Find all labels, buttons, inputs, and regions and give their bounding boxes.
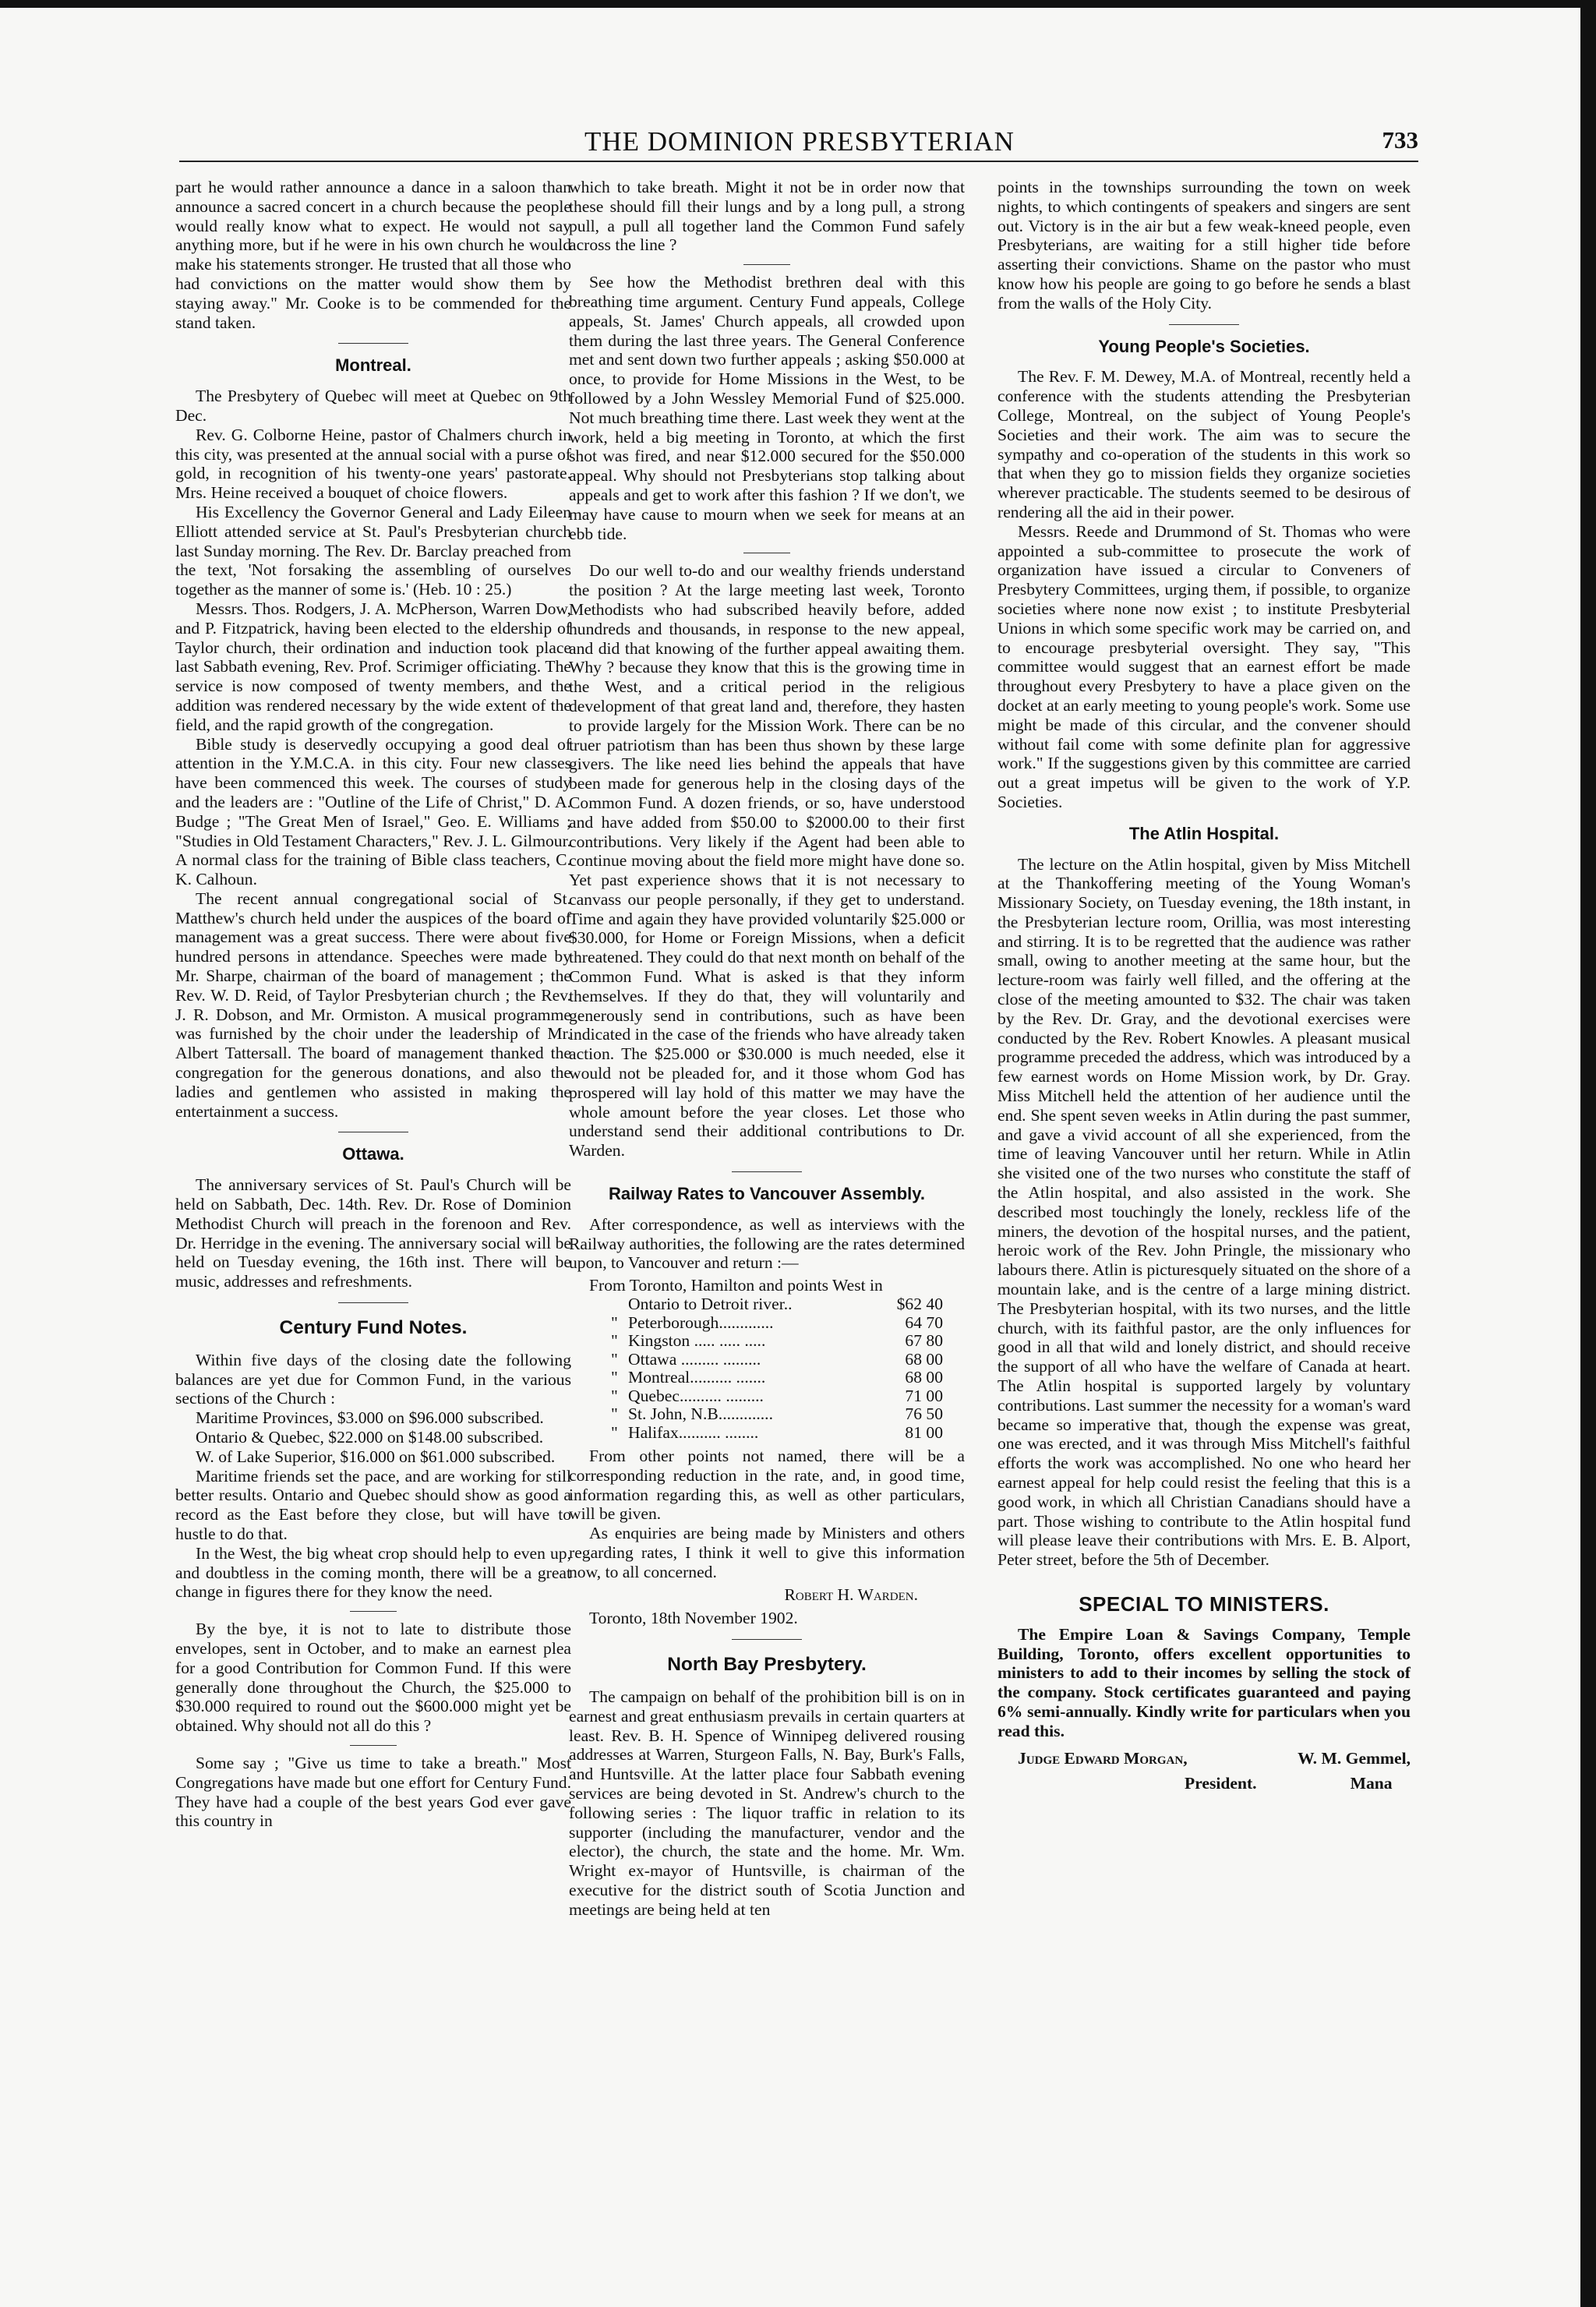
rate-row bbox=[569, 1332, 965, 1351]
rate-fare: 68 00 bbox=[905, 1368, 943, 1387]
scan-border-right bbox=[1580, 0, 1596, 2307]
section-heading-montreal: Montreal. bbox=[335, 355, 411, 376]
rate-fare: 64 70 bbox=[905, 1312, 943, 1332]
rate-destination: Quebec.......... ......... bbox=[628, 1386, 764, 1405]
rate-row bbox=[569, 1314, 965, 1333]
section-rule bbox=[350, 1611, 397, 1612]
paragraph: Maritime Provinces, $3.000 on $96.000 subscribed. bbox=[196, 1408, 544, 1428]
section-heading-young-peoples-societies: Young People's Societies. bbox=[1098, 336, 1310, 356]
page-header bbox=[179, 125, 1418, 162]
signature-morgan: Judge Edward Morgan, bbox=[1018, 1748, 1188, 1768]
ditto-mark: " bbox=[611, 1331, 618, 1351]
paragraph: In the West, the big wheat crop should help to even up, and doubtless in the coming month, there will be a great change in figures there for they know the need. bbox=[175, 1543, 571, 1602]
paragraph: points in the townships surrounding the town on week nights, to which contingents of speakers and singers are sent out. Victory is in the air but a few weak-kneed people, even Presbyterians, are waiting for a still higher tide before asserting their convictions. Shame on the pastor who must know how his people are going to go before he sends a blast from the walls of the Holy City. bbox=[998, 178, 1411, 313]
page-number: 733 bbox=[1382, 126, 1418, 154]
paragraph: Do our well to-do and our wealthy friends understand the position ? At the large meeting last week, Toronto Methodists who had subscribed heavily before, added hundreds and thousands, in response to the new appeal, and did that knowing of the further appeal awaiting them. Why ? because they know that this is the growing time in the West, and a critical period in the religious development of that great land and, therefore, they hasten to provide largely for the Mission Work. There can be no truer patriotism than has been thus shown by these large givers. The like need lies behind the appeals that have been made for generous help in the closing days of the Common Fund. A dozen friends, or so, have understood and have added from $50.00 to $2000.00 to their first contributions. Very likely if the Agent had been able to continue moving about the field more might have done so. Yet past experience shows that it is not necessary to canvass our people personally, if they get to understand. Time and again they have provided voluntarily $25.000 or $30.000, for Home or Foreign Missions, when a deficit threatened. They could do that next month on behalf of the Common Fund. What is asked is that they inform themselves. If they do that, they will voluntarily and generously send in contributions, such as have been indicated in the case of the friends who have already taken action. The $25.000 or $30.000 is much needed, else it would not be pleaded for, and it those whom God has prospered will lay hold of this matter we may have the whole amount before the year closes. Let those who understand send their additional contributions to Dr. Warden. bbox=[569, 561, 965, 1161]
paragraph: Messrs. Reede and Drummond of St. Thomas who were appointed a sub-committee to prosecute the work of organization have issued a circular to Conveners of Presbytery Committees, urging them, if possible, to organize societies where none now exist ; to institute Presbyterial Unions in which some specific work may be carried on, and to encourage presbyterial oversight. They say, "This committee would suggest that an earnest effort be made throughout every Presbytery to have a place given on the docket at an early meeting to young people's work. Some use might be made of this circular, and the convener should without fail come with some definite plan for aggressive work." If the suggestions given by this committee are carried out a great impetus will be given to the work of Y.P. Societies. bbox=[998, 521, 1411, 811]
paragraph: W. of Lake Superior, $16.000 on $61.000 subscribed. bbox=[196, 1447, 556, 1466]
ditto-mark: " bbox=[611, 1312, 618, 1332]
rate-fare: $62 40 bbox=[896, 1295, 943, 1314]
section-rule bbox=[732, 1639, 802, 1640]
rate-row bbox=[569, 1405, 965, 1424]
section-rule bbox=[743, 264, 790, 265]
paragraph: Maritime friends set the pace, and are working for still better results. Ontario and Quebec should show as good a record as the East before they close, but will have to hustle to do that. bbox=[175, 1466, 571, 1543]
paragraph: The lecture on the Atlin hospital, given by Miss Mitchell at the Thankoffering meeting of the Young Woman's Missionary Society, on Tuesday evening, the 18th instant, in the Presbyterian lecture room, Orillia, was most interesting and stirring. It is to be regretted that the audience was rather small, owing to another meeting at the same hour, but the lecture-room was fairly well filled, and the offering at the close of the meeting amounted to $32. The chair was taken by the Rev. Dr. Gray, and the devotional exercises were conducted by the Rev. Robert Knowles. A pleasant musical programme preceded the address, which was introduced by a few earnest words on Home Mission work, by Dr. Gray. Miss Mitchell held the attention of her audience until the end. She spent seven weeks in Atlin during the past summer, and gave a vivid account of all she experienced, from the time of leaving Vancouver until her return. While in Atlin she visited one of the two nurses who constitute the staff of the Atlin hospital, and also assisted in the work. She described most touchingly the lonely, reckless life of the miners, the devotion of the hospital nurses, and the patient, heroic work of the Rev. John Pringle, the missionary who labours there. Atlin is picturesquely situated on the shore of a mountain lake, and is the centre of a large mining district. The Presbyterian hospital, with its two nurses, and the little church, with its faithful pastor, are the only influences for good in all that wild and lonely district, and should receive the support of all who have the welfare of Canada at heart. The Atlin hospital is supported largely by voluntary contributions. Last summer the necessity for a woman's ward became so imperative that, though the expense was great, one was erected, and it was through Miss Mitchell's faithful efforts the work was accomplished. No one who heard her earnest appeal for help could resist the feeling that this is a good work, in which all Christian Canadians should have a part. Those wishing to contribute to the Atlin hospital fund will please leave their contributions with Mrs. E. B. Alport, Peter street, before the 5th of December. bbox=[998, 854, 1411, 1570]
rate-row bbox=[569, 1295, 965, 1314]
section-heading-north-bay: North Bay Presbytery. bbox=[667, 1654, 867, 1676]
section-rule bbox=[338, 343, 408, 344]
ditto-mark: " bbox=[611, 1349, 618, 1369]
section-rule bbox=[338, 1302, 408, 1303]
column-3 bbox=[998, 178, 1411, 1793]
paragraph: Some say ; "Give us time to take a breath." Most Congregations have made but one effort for Century Fund. They have had a couple of the best years God ever gave this country in bbox=[175, 1753, 571, 1831]
rate-row bbox=[569, 1369, 965, 1387]
paragraph: Within five days of the closing date the following balances are yet due for Common Fund, in the various sections of the Church : bbox=[175, 1350, 571, 1408]
rate-row bbox=[569, 1351, 965, 1369]
rate-destination: Kingston ..... ..... ..... bbox=[628, 1331, 766, 1351]
section-rule bbox=[1169, 324, 1239, 325]
paragraph: part he would rather announce a dance in a saloon than announce a sacred concert in a church because the people would really know what to expect. He would not say anything more, but if he were in his own church he would make his statements stronger. He trusted that all those who had convictions on the matter would show them by staying away." Mr. Cooke is to be commended for the stand taken. bbox=[175, 178, 571, 332]
paragraph: From other points not named, there will be a corresponding reduction in the rate, and, in good time, information regarding this, as well as other particulars, will be given. bbox=[569, 1447, 965, 1524]
paragraph: Rev. G. Colborne Heine, pastor of Chalmers church in this city, was presented at the annual social with a purse of gold, in recognition of his twenty-one years' pastorate. Mrs. Heine received a bouquet of choice flowers. bbox=[175, 425, 571, 503]
ditto-mark: " bbox=[611, 1422, 618, 1442]
advert-signatures bbox=[998, 1749, 1411, 1768]
title-manager: Mana bbox=[1350, 1774, 1393, 1793]
paragraph: The anniversary services of St. Paul's Church will be held on Sabbath, Dec. 14th. Rev. Dr. Rose of Dominion Methodist Church will preach in the forenoon and Rev. Dr. Herridge in the evening. The anniversary social will be held on Tuesday evening, the 16th inst. There will be music, addresses and refreshments. bbox=[175, 1175, 571, 1291]
running-head: THE DOMINION PRESBYTERIAN bbox=[584, 126, 1015, 157]
scan-border-top bbox=[0, 0, 1596, 8]
paragraph: The campaign on behalf of the prohibition bill is on in earnest and great enthusiasm prevails in certain quarters at least. Rev. B. H. Spence of Winnipeg delivered rousing addresses at Warren, Sturgeon Falls, N. Bay, Burk's Falls, and Huntsville. At the latter place four Sabbath evening services are being devoted in St. Andrew's church to the following series : The liquor traffic in relation to its supporter (including the manufacturer, vendor and the elector), the church, the state and the home. Mr. Wm. Wright ex-mayor of Huntsville, is chairman of the executive for the district south of Scotia Junction and meetings are being held at ten bbox=[569, 1687, 965, 1919]
rate-destination: Ontario to Detroit river.. bbox=[628, 1295, 793, 1314]
signature-gemmel: W. M. Gemmel, bbox=[1298, 1748, 1411, 1768]
paragraph: See how the Methodist brethren deal with this breathing time argument. Century Fund appeals, College appeals, St. James' Church appeals, all crowded upon them during the last three years. The General Conference met and sent down two further appeals ; asking $50.000 at once, to provide for Home Missions in the West, to be followed by a John Wessley Memorial Fund of $25.000. Not much breathing time there. Last week they went at the work, held a big meeting in Toronto, at which the first shot was fired, and near $12.000 secured for the $50.000 appeal. Why should not Presbyterians stop talking about appeals and get to work after this fashion ? If we don't, we may have cause to mourn when we seek for means at an ebb tide. bbox=[569, 273, 965, 543]
paragraph: The Rev. F. M. Dewey, M.A. of Montreal, recently held a conference with the students attending the Presbyterian College, Montreal, on the subject of Young People's Societies and their work. The aim was to secure the sympathy and co-operation of the students in this work so that when they go to mission fields they organize societies wherever practicable. The students seemed to be desirous of rendering all the aid in their power. bbox=[998, 367, 1411, 521]
title-president: President. bbox=[1185, 1774, 1257, 1793]
section-rule bbox=[350, 1745, 397, 1746]
paragraph: Messrs. Thos. Rodgers, J. A. McPherson, Warren Dow, and P. Fitzpatrick, having been elected to the eldership of Taylor church, their ordination and induction took place last Sabbath evening, Rev. Prof. Scrimiger officiating. The service is now composed of twenty members, and the addition was rendered necessary by the wide extent of the field, and the rapid growth of the congregation. bbox=[175, 599, 571, 734]
column-2 bbox=[569, 178, 965, 1920]
ditto-mark: " bbox=[611, 1368, 618, 1387]
paragraph: Ontario & Quebec, $22.000 on $148.00 subscribed. bbox=[196, 1428, 544, 1447]
dateline: Toronto, 18th November 1902. bbox=[589, 1609, 798, 1628]
advert-body: The Empire Loan & Savings Company, Temple Building, Toronto, offers excellent opportunities to ministers to add to their incomes by selling the stock of the company. Stock certificates guaranteed and paying 6% semi-annually. Kindly write for particulars when you read this. bbox=[998, 1624, 1411, 1740]
paragraph: After correspondence, as well as interviews with the Railway authorities, the following are the rates determined upon, to Vancouver and return :— bbox=[569, 1214, 965, 1273]
rate-destination: Halifax.......... ........ bbox=[628, 1422, 759, 1442]
rate-fare: 67 80 bbox=[905, 1331, 943, 1351]
rate-fare: 68 00 bbox=[905, 1349, 943, 1369]
paragraph: His Excellency the Governor General and Lady Eileen Elliott attended service at St. Paul's Presbyterian church last Sunday morning. The Rev. Dr. Barclay preached from the text, 'Not forsaking the assembling of ourselves together as the manner of some is.' (Heb. 10 : 25.) bbox=[175, 502, 571, 599]
section-heading-railway-rates: Railway Rates to Vancouver Assembly. bbox=[609, 1184, 925, 1204]
paragraph: Bible study is deservedly occupying a good deal of attention in the Y.M.C.A. in this city. Four new classes have been commenced this week. The courses of study and the leaders are : "Outline of the Life of Christ," D. A. Budge ; "The Great Men of Israel," Geo. E. Williams ; "Studies in Old Testament Characters," Rev. J. L. Gilmour. A normal class for the training of Bible class teachers, C. K. Calhoun. bbox=[175, 734, 571, 889]
railway-rates-table bbox=[569, 1276, 965, 1442]
paragraph: The Presbytery of Quebec will meet at Quebec on 9th Dec. bbox=[175, 387, 571, 425]
rate-destination: Montreal.......... ....... bbox=[628, 1368, 766, 1387]
rates-intro: From Toronto, Hamilton and points West in bbox=[589, 1276, 883, 1295]
signature-warden: Robert H. Warden. bbox=[784, 1585, 918, 1604]
paragraph: By the bye, it is not to late to distribute those envelopes, sent in October, and to make an earnest plea for a good Contribution for Common Fund. If this were generally done throughout the Church, the $25.000 to $30.000 required to round out the $600.000 might yet be obtained. Why should not all do this ? bbox=[175, 1620, 571, 1736]
advert-heading-special-to-ministers: SPECIAL TO MINISTERS. bbox=[1079, 1592, 1329, 1616]
ditto-mark: " bbox=[611, 1404, 618, 1424]
section-rule bbox=[732, 1171, 802, 1172]
advert-titles bbox=[998, 1774, 1411, 1793]
paragraph: which to take breath. Might it not be in order now that these should fill their lungs and by a long pull, a strong pull, a pull all together land the Common Fund safely across the line ? bbox=[569, 178, 965, 255]
rate-fare: 76 50 bbox=[905, 1404, 943, 1424]
rate-fare: 71 00 bbox=[905, 1386, 943, 1405]
rate-row bbox=[569, 1424, 965, 1443]
rate-row bbox=[569, 1387, 965, 1406]
rate-destination: Ottawa ......... ......... bbox=[628, 1349, 761, 1369]
rate-destination: St. John, N.B............. bbox=[628, 1404, 773, 1424]
section-heading-century-fund: Century Fund Notes. bbox=[279, 1317, 468, 1339]
column-1 bbox=[175, 178, 571, 1831]
rate-fare: 81 00 bbox=[905, 1422, 943, 1442]
ditto-mark: " bbox=[611, 1386, 618, 1405]
section-heading-atlin-hospital: The Atlin Hospital. bbox=[1128, 823, 1280, 843]
paragraph: As enquiries are being made by Ministers and others regarding rates, I think it well to give this information now, to all concerned. bbox=[569, 1524, 965, 1581]
ditto-mark bbox=[611, 1295, 628, 1314]
paragraph: The recent annual congregational social of St. Matthew's church held under the auspices of the board of management was a great success. There were about five hundred persons in attendance. Speeches were made by Mr. Sharpe, chairman of the board of management ; the Rev. W. D. Reid, of Taylor Presbyterian church ; the Rev. J. R. Dobson, and Mr. Ormiston. A musical programme was furnished by the choir under the leadership of Mr. Albert Tattersall. The board of management thanked the congregation for the generous donations, and also the ladies and gentlemen who assisted in making the entertainment a success. bbox=[175, 889, 571, 1121]
rate-destination: Peterborough............. bbox=[628, 1312, 774, 1332]
section-heading-ottawa: Ottawa. bbox=[342, 1144, 404, 1164]
